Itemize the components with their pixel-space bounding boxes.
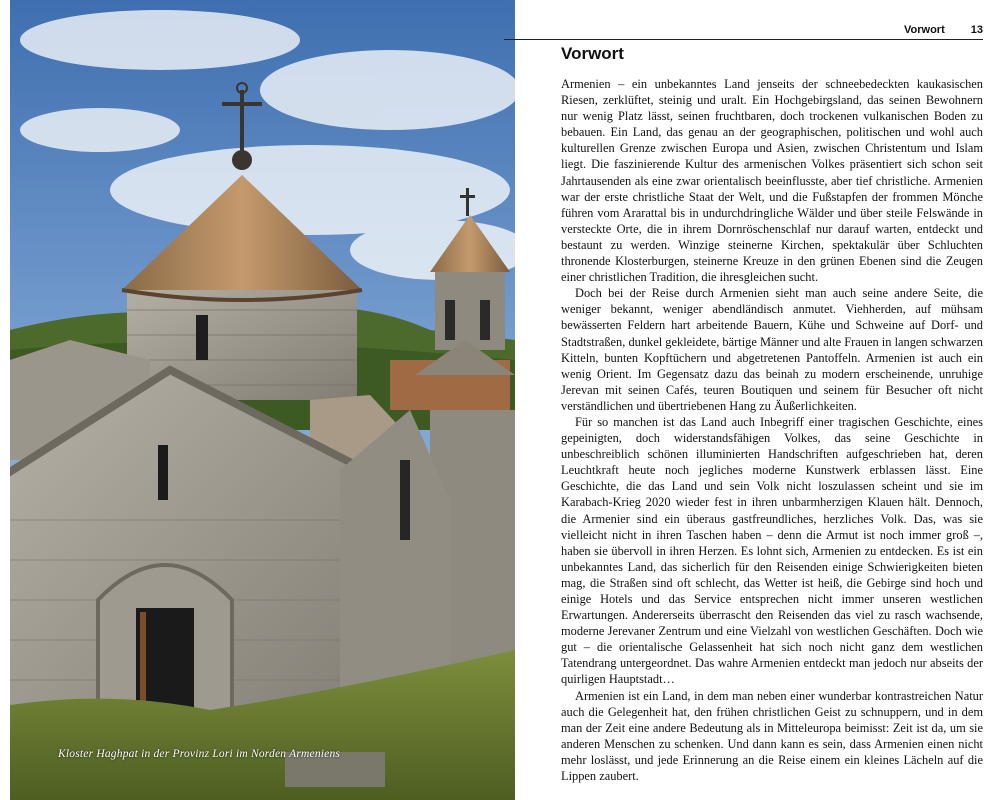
paragraph: Doch bei der Reise durch Armenien sieht man auch seine andere Seite, die weniger bekannt, weniger abendländisch anmutet. Viehherden, auf mühsam bewässerten Feldern hart arbeitende Bauern, Kühe und Schweine auf Dorf- und Stadtstraßen, dunkel gekleidete, bärtige Männer und alte Frauen in langen schwarzen Kitteln, bunten Kopftüchern und abgetretenen Pantoffeln. Armenien ist auch ein wenig Orient. Im Gegensatz dazu das beinah zu modern erscheinende, unruhige Jerevan mit seinen Cafés, teuren Boutiquen und seinem für Besucher oft nicht verständlichen und übertriebenen Hang zu Äußerlichkeiten.	[561, 286, 983, 413]
paragraph: Armenien – ein unbekanntes Land jenseits der schneebedeckten kaukasischen Riesen, zerklüftet, steinig und uralt. Ein Hochgebirgsland, das seinen Bewohnern nur wenig Platz lässt, seinen fruchtbaren, doch trockenen vulkanischen Boden zu bebauen. Ein Land, das genau an der geographischen, politischen und wohl auch kulturellen Grenze zwischen Europa und Asien, zwischen Christentum und Islam liegt. Die faszinierende Kultur des armenischen Volkes präsentiert sich schon seit Jahrtausenden als eine zwar orientalisch beeinflusste, aber tief christliche. Armenien war der erste christliche Staat der Welt, und die Fußstapfen der frommen Mönche führen vom Ararattal bis in undurchdringliche Wälder und über steile Felswände in versteckte Orte, die in ihrem Dornröschenschlaf nur darauf warten, entdeckt und bestaunt zu werden. Winzige steinerne Kirchen, spektakulär über Schluchten thronende Klosterburgen, steinerne Kreuze in den grünen Ebenen sind die Zeugen einer christlichen Tradition, die ihresgleichen sucht.	[561, 77, 983, 285]
paragraph: Armenien ist ein Land, in dem man neben einer wunderbar kontrastreichen Natur auch die Gelegenheit hat, den frühen christlichen Geist zu schnuppern, und in dem man der Zeit eine andere Bedeutung als in Mitteleuropa beimisst: Zeit ist da, um sie anderen Menschen zu schenken. Und dann kann es sein, dass Armenien einen nicht mehr loslässt, und jede Erinnerung an die Reise einem ein kleines Lächeln auf die Lippen zaubert.	[561, 688, 983, 784]
paragraph: Für so manchen ist das Land auch Inbegriff einer tragischen Geschichte, eines gepeinigten, doch widerstandsfähigen Volkes, das seine Geschichte in unbeschreiblich schönen illuminierten Handschriften aufgeschrieben hat, deren Leuchtkraft heute noch jegliches moderne Kunstwerk erblassen lässt. Eine Geschichte, die das Land und sein Volk nicht loszulassen scheint und sie im Karabach-Krieg 2020 wieder fest in ihren unbarmherzigen Klauen hält. Dennoch, die Armenier sind ein überaus gastfreundliches, herzliches Volk. Das, was sie vielleicht nicht in ihren Taschen haben – denn die Armut ist noch immer groß –, haben sie übervoll in ihren Herzen. Es lohnt sich, Armenien zu entdecken. Es ist ein unbekanntes Land, das sicherlich für den Reisenden einige Schwierigkeiten bieten mag, die Straßen sind oft schlecht, das Wetter ist heiß, die Gebirge sind hoch und einige Hotels und das Service entsprechen nicht immer unseren westlichen Erwartungen. Andererseits überrascht den Reisenden das viel zu rasch wachsende, moderne Jerevaner Zentrum und eine Vielzahl von westlichen Geschäften. Doch wie gut – die orientalische Gelassenheit hat sich noch nicht ganz dem westlichen Tatendrang untergeordnet. Das wahre Armenien entdeckt man jedoch nur abseits der quirligen Hauptstadt…	[561, 414, 983, 687]
running-head-section: Vorwort	[904, 24, 945, 36]
body-text	[561, 76, 983, 784]
text-page	[561, 0, 983, 800]
header-rule	[504, 39, 983, 40]
running-head	[904, 24, 983, 36]
monastery-illustration	[10, 0, 515, 800]
monastery-photo	[10, 0, 515, 800]
chapter-title: Vorwort	[561, 44, 624, 63]
page-number: 13	[970, 24, 983, 36]
photo-caption: Kloster Haghpat in der Provinz Lori im Norden Armeniens	[58, 748, 341, 760]
